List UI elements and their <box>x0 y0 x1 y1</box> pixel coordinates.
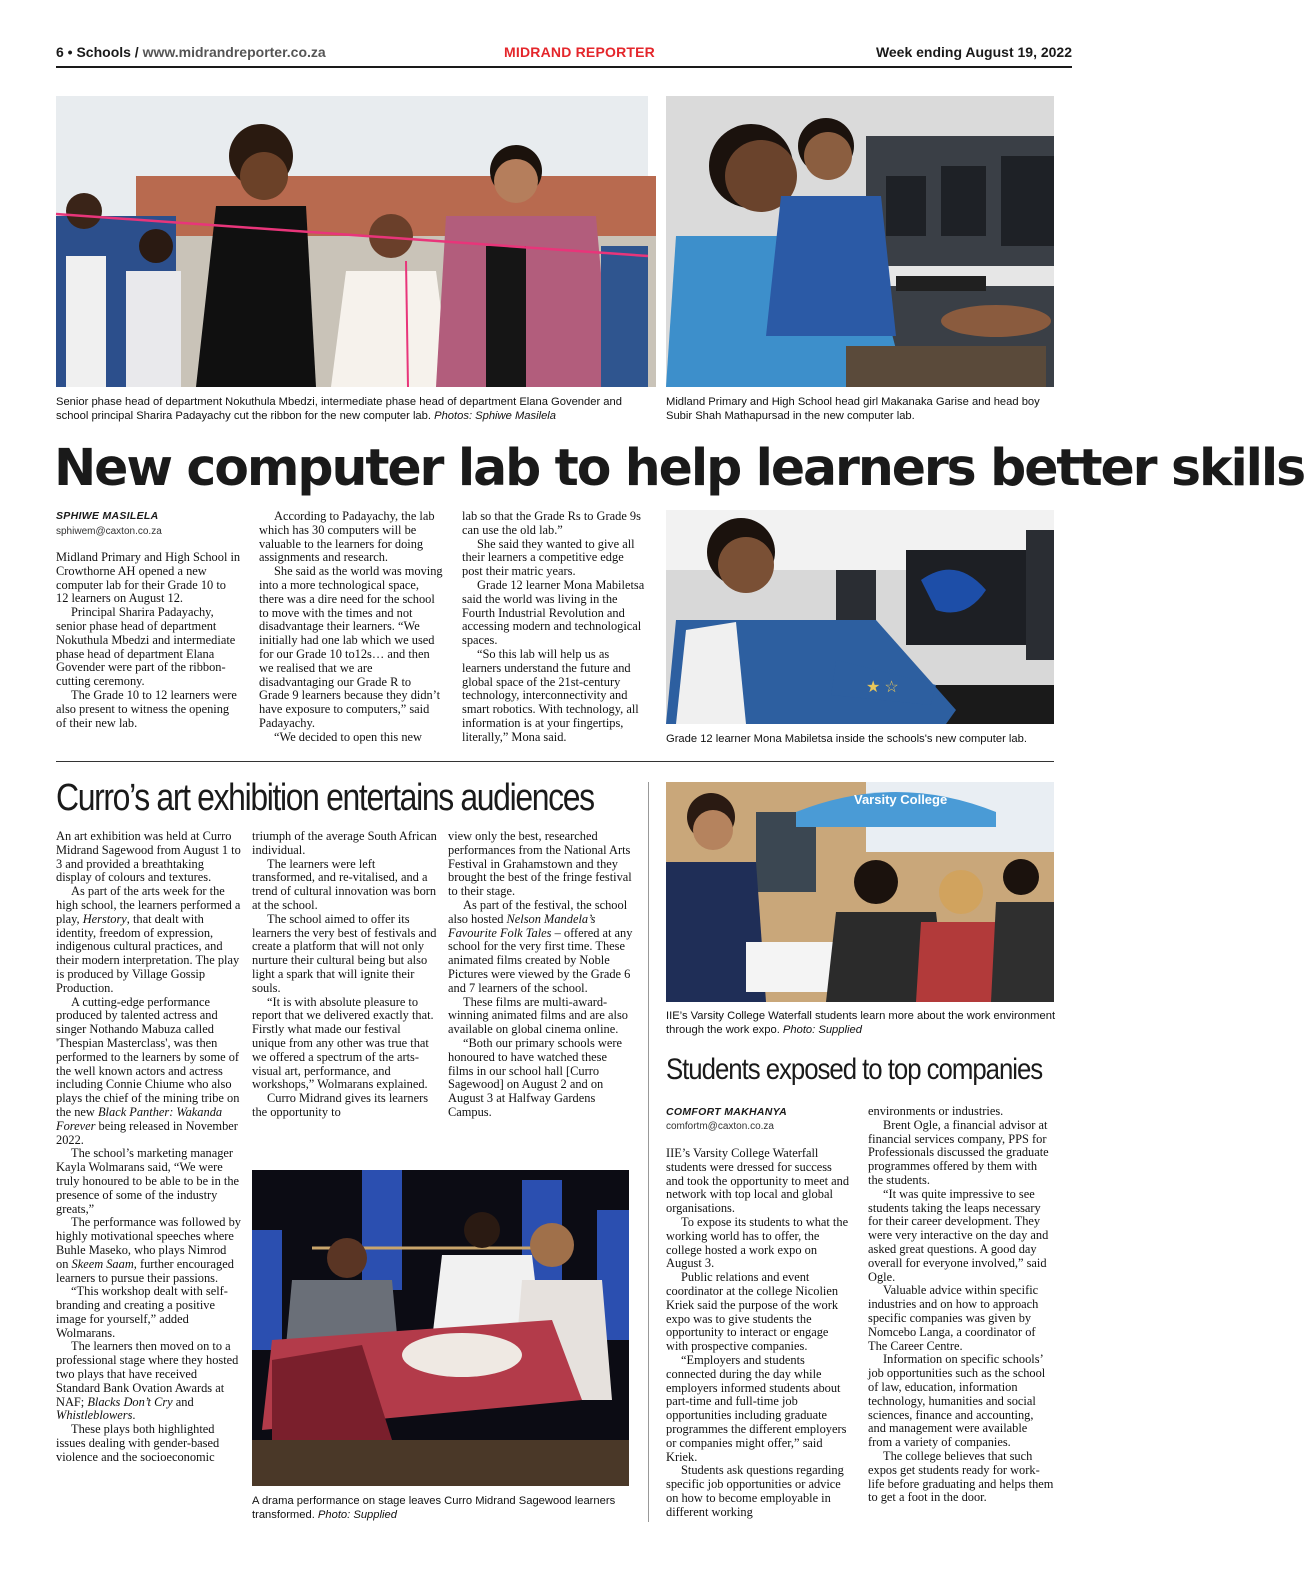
paragraph: IIE’s Varsity College Waterfall students were dressed for success and took the opportunity to meet and network with top local and global organisations. <box>666 1146 850 1216</box>
paragraph: Curro Midrand gives its learners the opportunity to <box>252 1091 429 1119</box>
head-students-photo <box>666 96 1054 387</box>
tent-sign-text: Varsity College <box>854 792 948 807</box>
paragraph: “Employers and students connected during the day while employers informed students about part-time and full-time job opportunities including graduate programmes the different employers or companies might offer,” said Kriek. <box>666 1352 847 1464</box>
expo-byline-email[interactable]: comfortm@caxton.co.za <box>666 1121 774 1132</box>
paragraph: A cutting-edge performance produced by talented actress and singer Nothando Mabuza called 'Thespian Masterclass', was then performed to the learners by some of the well known actors and actress including Connie Chiume who also plays the chief of the mining tribe on the new Black Panther: Wakanda Forever being released in November 2022. <box>56 994 240 1147</box>
grade12-learner-photo <box>666 510 1054 724</box>
paragraph: The learners were left transformed, and re-vitalised, and a trend of cultural innovation was born at the school. <box>252 856 437 912</box>
art-story-col1 <box>56 830 241 1522</box>
paragraph: An art exhibition was held at Curro Midrand Sagewood from August 1 to 3 and provided a breathtaking display of colours and textures. <box>56 829 241 885</box>
paragraph: Valuable advice within specific industries and on how to approach specific companies was given by Nomcebo Langa, a coordinator of The Career Centre. <box>868 1283 1039 1353</box>
paragraph: “It is with absolute pleasure to report that we delivered exactly that. Firstly what made our festival unique from any other was true that we offered a spectrum of the arts- visual art, performance, and workshops,” Wolmarans explained. <box>252 994 434 1092</box>
paragraph: “So this lab will help us as learners understand the future and global space of the 21st-century technology, interconnectivity and smart robotics. With technology, all information is at your fingertips, literally,” Mona said. <box>462 646 639 744</box>
art-story-col2 <box>252 830 437 1150</box>
expo-byline: COMFORT MAKHANYA <box>666 1106 788 1118</box>
work-expo-photo <box>666 782 1054 1002</box>
paragraph: The Grade 10 to 12 learners were also present to witness the opening of their new lab. <box>56 687 237 730</box>
svg-text:★ ☆: ★ ☆ <box>866 679 899 696</box>
paragraph: Brent Ogle, a financial advisor at financial services company, PPS for Professionals discussed the graduate programmes offered by them with the students. <box>868 1117 1049 1187</box>
paragraph: She said they wanted to give all their learners a competitive edge post their matric years. <box>462 536 635 579</box>
masthead: MIDRAND REPORTER <box>504 44 655 60</box>
expo-story-col1 <box>666 1147 851 1522</box>
paragraph: “We decided to open this new <box>274 729 422 744</box>
paragraph: Grade 12 learner Mona Mabiletsa said the world was living in the Fourth Industrial Revolution and accessing modern and technological spaces. <box>462 577 645 648</box>
paragraph: view only the best, researched performances from the National Arts Festival in Grahamstown and they brought the best of the fringe festival to their stage. <box>448 829 632 899</box>
paragraph: The school aimed to offer its learners the very best of festivals and create a platform that will not only nurture their cultural being but also light a spark that will ignite their souls. <box>252 911 437 995</box>
paragraph: environments or industries. <box>868 1104 1004 1118</box>
photo-credit: Photos: Sphiwe Masilela <box>434 410 556 422</box>
section-divider <box>56 761 1054 762</box>
art-headline: Curro’s art exhibition entertains audiences <box>56 777 594 819</box>
photo-credit: Photo: Supplied <box>317 1509 397 1521</box>
main-story-col1 <box>56 551 241 751</box>
paragraph: The learners then moved on to a professional stage where they hosted two plays that have received Standard Bank Ovation Awards at NAF; Blacks Don’t Cry and Whistleblowers. <box>56 1339 239 1423</box>
main-byline-email[interactable]: sphiwem@caxton.co.za <box>56 526 162 537</box>
paragraph: She said as the world was moving into a more technological space, there was a dire need for the school to move with the times and not disadvantage their learners. “We initially had one lab which we used for our Grade 10 to12s… and then we realised that we are disadvantaging our Grade R to Grade 9 learners because they didn’t have exposure to computers,” said Padayachy. <box>259 564 443 730</box>
paragraph: lab so that the Grade Rs to Grade 9s can use the old lab.” <box>462 509 641 537</box>
main-headline: New computer lab to help learners better skills <box>54 439 1304 498</box>
paragraph: “Both our primary schools were honoured to have watched these films in our school hall [Curro Sagewood] on August 2 and on August 3 at Halfway Gardens Campus. <box>448 1035 622 1119</box>
expo-story-col2 <box>868 1105 1054 1522</box>
paragraph: Principal Sharira Padayachy, senior phase head of department Nokuthula Mbedzi and intermediate phase head of department Elana Govender were part of the ribbon-cutting ceremony. <box>56 605 236 689</box>
paragraph: Midland Primary and High School in Crowthorne AH opened a new computer lab for their Grade 10 to 12 learners on August 12. <box>56 550 241 606</box>
ribbon-photo-caption: Senior phase head of department Nokuthula Mbedzi, intermediate phase head of department Elana Govender and school principal Sharira Padayachy cut the ribbon for the new computer lab. Photos: Sphiwe Masilela <box>56 396 622 422</box>
paragraph: Public relations and event coordinator at the college Nicolien Kriek said the purpose of the work expo was to give students the opportunity to interact or engage with prospective companies. <box>666 1270 839 1354</box>
art-story-col3 <box>448 830 633 1150</box>
paragraph: According to Padayachy, the lab which has 30 computers will be valuable to the learners for doing assignments and research. <box>259 509 435 565</box>
paragraph: Information on specific schools’ job opportunities such as the school of law, education, information technology, humanities and social sciences, finance and accounting, and management were available from a variety of companies. <box>868 1352 1046 1450</box>
issue-date: Week ending August 19, 2022 <box>875 44 1072 60</box>
paragraph: Students ask questions regarding specific job opportunities or advice on how to become employable in different working <box>666 1463 844 1519</box>
site-url[interactable]: www.midrandreporter.co.za <box>142 44 326 60</box>
drama-performance-photo <box>252 1170 629 1486</box>
paragraph: “It was quite impressive to see students taking the leaps necessary for their career development. They were very interactive on the day and asked great questions. A good day overall for everyone involved,” said Ogle. <box>868 1186 1049 1284</box>
main-story-col2 <box>259 510 444 750</box>
photo-credit: Photo: Supplied <box>782 1024 862 1036</box>
main-story-col3 <box>462 510 647 750</box>
column-divider <box>648 782 649 1522</box>
work-expo-caption: IIE’s Varsity College Waterfall students learn more about the work environment through the work expo. Photo: Supplied <box>666 1010 1056 1036</box>
main-byline: SPHIWE MASILELA <box>56 510 159 522</box>
paragraph: The school’s marketing manager Kayla Wolmarans said, “We were truly honoured to be able to be in the presence of some of the industry greats,” <box>56 1146 240 1216</box>
paragraph: The college believes that such expos get students ready for work-life before graduating and helps them to get a foot in the door. <box>868 1448 1054 1505</box>
paragraph: The performance was followed by highly motivational speeches where Buhle Maseko, who plays Nimrod on Skeem Saam, further encouraged learners to pursue their passions. <box>56 1215 241 1285</box>
paragraph: These films are multi-award-winning animated films and are also available on global cinema online. <box>448 994 628 1037</box>
expo-headline: Students exposed to top companies <box>666 1053 1043 1086</box>
page-section-label <box>56 44 326 60</box>
ribbon-cutting-photo <box>56 96 648 387</box>
section-name: 6 • Schools / <box>56 44 139 60</box>
header-rule <box>56 66 1072 68</box>
paragraph: As part of the festival, the school also hosted Nelson Mandela’s Favourite Folk Tales – offered at any school for the very first time. These animated films created by Noble Pictures were viewed by the Grade 6 and 7 learners of the school. <box>448 897 633 995</box>
grade12-learner-caption: Grade 12 learner Mona Mabiletsa inside the schools's new computer lab. <box>666 733 1027 745</box>
head-students-caption: Midland Primary and High School head girl Makanaka Garise and head boy Subir Shah Mathapursad in the new computer lab. <box>666 396 1040 422</box>
paragraph: triumph of the average South African individual. <box>252 829 437 857</box>
drama-photo-caption: A drama performance on stage leaves Curro Midrand Sagewood learners transformed. Photo: Supplied <box>252 1495 616 1521</box>
paragraph: “This workshop dealt with self-branding and creating a positive image for yourself,” added Wolmarans. <box>56 1284 228 1340</box>
paragraph: These plays both highlighted issues dealing with gender-based violence and the socioeconomic <box>56 1422 220 1464</box>
paragraph: As part of the arts week for the high school, the learners performed a play, Herstory, that dealt with identity, freedom of expression, indigenous cultural practices, and their modern interpretation. The play is produced by Village Gossip Production. <box>56 884 241 995</box>
paragraph: To expose its students to what the working world has to offer, the college hosted a work expo on August 3. <box>666 1214 849 1271</box>
